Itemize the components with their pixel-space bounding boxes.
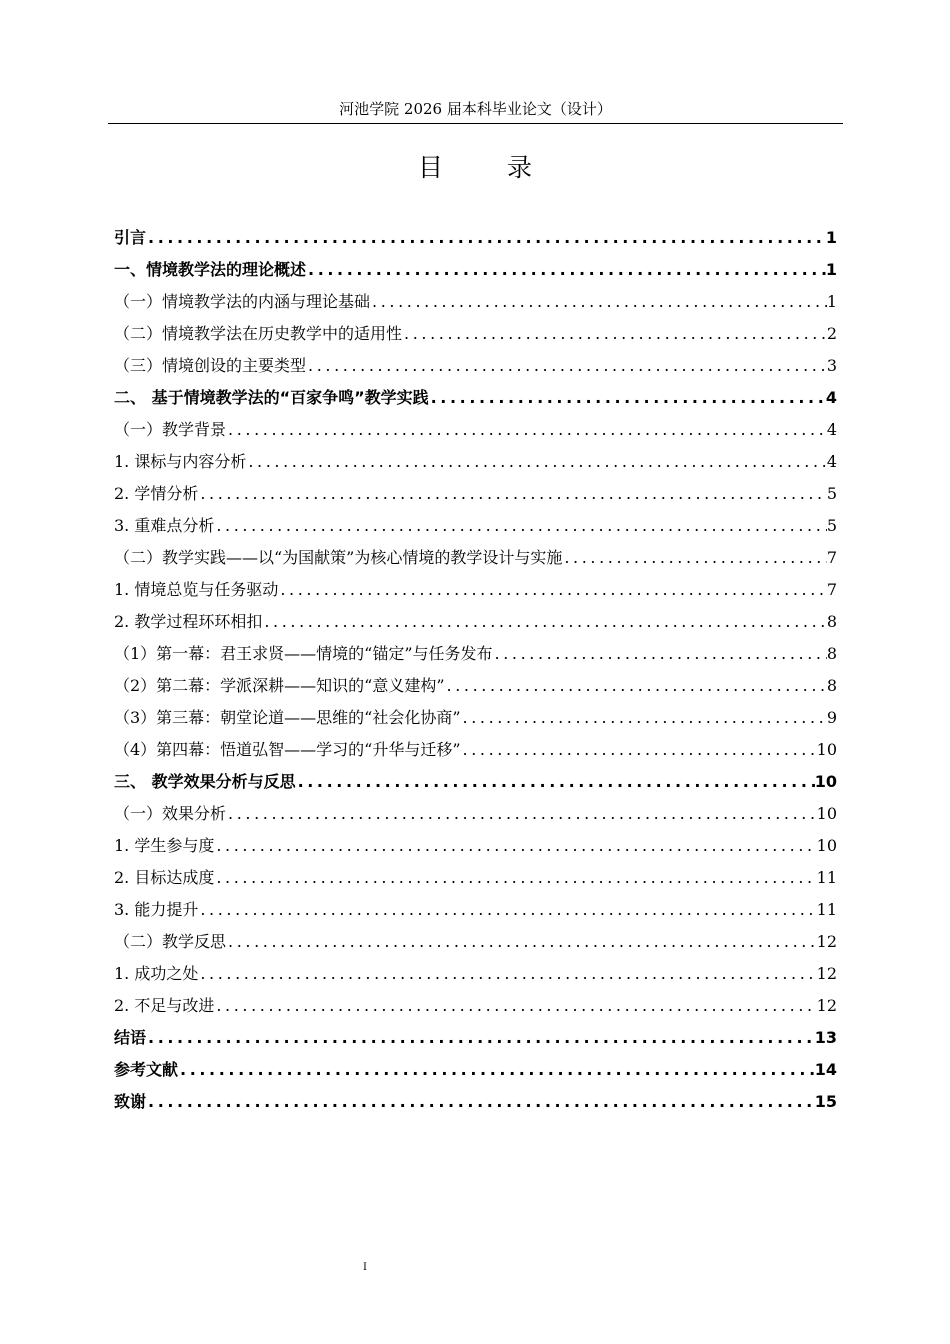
toc-entry[interactable] [114,446,837,478]
toc-dot-leader [262,606,826,638]
toc-entry-label: （一）教学背景 [114,420,227,439]
toc-entry-label: （4）第四幕：悟道弘智——学习的“升华与迁移” [114,740,461,759]
toc-entry[interactable] [114,702,837,734]
toc-entry-label: 一、情境教学法的理论概述 [114,260,307,279]
toc-entry[interactable] [114,382,837,414]
toc-dot-leader [278,574,826,606]
table-of-contents [114,222,837,1118]
toc-entry-label: （一）情境教学法的内涵与理论基础 [114,292,371,311]
toc-entry-page: 12 [816,964,837,983]
toc-dot-leader [198,478,826,510]
toc-entry[interactable] [114,606,837,638]
toc-entry-page: 9 [826,708,837,727]
toc-entry-label: （一）效果分析 [114,804,227,823]
toc-entry-page: 12 [816,932,837,951]
toc-dot-leader [493,638,827,670]
toc-entry-page: 2 [826,324,837,343]
toc-entry[interactable] [114,894,837,926]
toc-entry-label: 2. 目标达成度 [114,868,215,887]
toc-entry-label: 1. 成功之处 [114,964,199,983]
toc-entry-page: 4 [826,420,837,439]
toc-entry-page: 14 [814,1060,837,1079]
toc-entry-page: 7 [826,580,837,599]
toc-entry-page: 10 [816,804,837,823]
toc-entry[interactable] [114,830,837,862]
toc-dot-leader [226,414,827,446]
toc-entry-label: 2. 学情分析 [114,484,199,503]
toc-entry-page: 3 [826,356,837,375]
toc-entry-page: 15 [814,1092,837,1111]
toc-dot-leader [562,542,826,574]
toc-dot-leader [146,1086,815,1118]
toc-entry-label: （2）第二幕：学派深耕——知识的“意义建构” [114,676,445,695]
toc-entry-label: （三）情境创设的主要类型 [114,356,307,375]
toc-entry-label: 引言 [114,228,147,247]
toc-entry[interactable] [114,1054,837,1086]
toc-entry-page: 8 [826,612,837,631]
toc-entry-label: 1. 学生参与度 [114,836,215,855]
toc-entry-page: 10 [816,740,837,759]
page-number: I [363,1262,367,1273]
toc-dot-leader [214,990,816,1022]
toc-entry-page: 5 [826,516,837,535]
toc-entry[interactable] [114,798,837,830]
toc-entry-label: 2. 教学过程环环相扣 [114,612,263,631]
toc-entry[interactable] [114,1022,837,1054]
toc-dot-leader [296,766,815,798]
toc-entry-page: 7 [826,548,837,567]
toc-dot-leader [306,350,827,382]
toc-entry[interactable] [114,286,837,318]
toc-entry-page: 13 [814,1028,837,1047]
toc-dot-leader [214,830,816,862]
toc-entry-page: 11 [816,868,837,887]
toc-dot-leader [214,862,816,894]
toc-entry-label: 致谢 [114,1092,147,1111]
toc-entry-page: 1 [826,292,837,311]
toc-entry-label: 二、 基于情境教学法的“百家争鸣”教学实践 [114,388,429,407]
toc-entry-label: （3）第三幕：朝堂论道——思维的“社会化协商” [114,708,461,727]
toc-entry[interactable] [114,670,837,702]
toc-entry-label: （二）教学反思 [114,932,227,951]
page-title: 目 录 [418,153,560,182]
toc-dot-leader [178,1054,815,1086]
toc-dot-leader [198,894,816,926]
toc-dot-leader [429,382,826,414]
toc-entry-page: 12 [816,996,837,1015]
toc-entry[interactable] [114,574,837,606]
toc-entry-page: 8 [826,676,837,695]
toc-entry[interactable] [114,958,837,990]
toc-entry[interactable] [114,926,837,958]
toc-entry[interactable] [114,414,837,446]
toc-entry[interactable] [114,254,837,286]
running-header: 河池学院 2026 届本科毕业论文（设计） [339,100,612,118]
toc-dot-leader [226,798,817,830]
toc-entry-label: 结语 [114,1028,147,1047]
toc-entry-page: 5 [826,484,837,503]
toc-entry-label: 3. 重难点分析 [114,516,215,535]
toc-dot-leader [461,702,827,734]
toc-dot-leader [306,254,826,286]
toc-dot-leader [402,318,827,350]
toc-entry-label: 1. 课标与内容分析 [114,452,247,471]
toc-entry-page: 8 [826,644,837,663]
toc-entry-label: （1）第一幕：君王求贤——情境的“锚定”与任务发布 [114,644,493,663]
toc-entry-page: 4 [825,388,837,407]
toc-entry[interactable] [114,1086,837,1118]
toc-entry[interactable] [114,350,837,382]
toc-entry-page: 4 [826,452,837,471]
toc-dot-leader [370,286,827,318]
toc-entry[interactable] [114,862,837,894]
toc-entry[interactable] [114,766,837,798]
toc-dot-leader [146,222,826,254]
toc-entry[interactable] [114,222,837,254]
toc-dot-leader [146,1022,815,1054]
toc-dot-leader [461,734,817,766]
header-rule [108,123,843,124]
toc-entry-page: 10 [816,836,837,855]
toc-entry[interactable] [114,990,837,1022]
toc-entry-label: 3. 能力提升 [114,900,199,919]
toc-entry-page: 10 [814,772,837,791]
toc-entry[interactable] [114,638,837,670]
toc-entry[interactable] [114,318,837,350]
toc-entry[interactable] [114,734,837,766]
toc-dot-leader [445,670,827,702]
toc-entry-page: 1 [825,260,837,279]
toc-entry-label: 2. 不足与改进 [114,996,215,1015]
toc-dot-leader [246,446,826,478]
toc-entry-label: 三、 教学效果分析与反思 [114,772,296,791]
toc-entry-label: 参考文献 [114,1060,179,1079]
toc-entry-label: 1. 情境总览与任务驱动 [114,580,279,599]
toc-entry[interactable] [114,478,837,510]
toc-dot-leader [198,958,816,990]
toc-dot-leader [226,926,817,958]
toc-dot-leader [214,510,826,542]
toc-entry[interactable] [114,542,837,574]
toc-entry-page: 1 [825,228,837,247]
toc-entry[interactable] [114,510,837,542]
toc-entry-label: （二）教学实践——以“为国献策”为核心情境的教学设计与实施 [114,548,563,567]
toc-entry-page: 11 [816,900,837,919]
toc-entry-label: （二）情境教学法在历史教学中的适用性 [114,324,403,343]
